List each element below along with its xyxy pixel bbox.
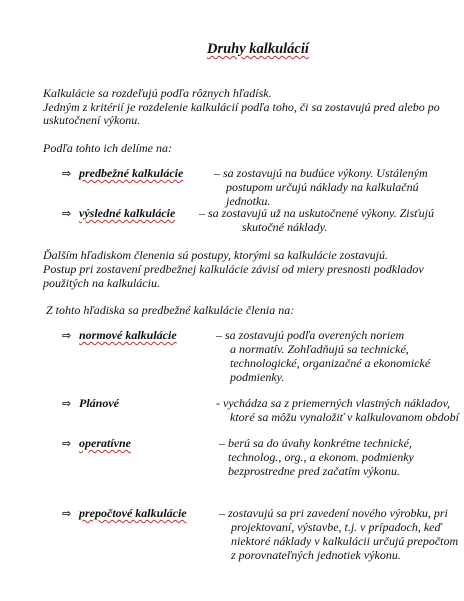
subtype-desc: – zostavujú sa pri zavedení nového výrobku, pri: [219, 506, 448, 520]
subtype-desc-cont: technolog., org., a ekonom. podmienky: [228, 450, 414, 464]
subtype-desc-cont: niektoré náklady v kalkulácii určujú prepočtom: [231, 534, 459, 548]
page-title: Druhy kalkulácií: [207, 41, 309, 57]
subtype-name: Plánové: [79, 396, 119, 410]
type-desc-cont: jednotku.: [226, 194, 271, 208]
arrow-right-icon: ⇨: [62, 167, 72, 180]
arrow-right-icon: ⇨: [62, 507, 72, 520]
subtype-desc: – sa zostavujú podľa overených noriem: [216, 328, 405, 342]
subtype-desc-cont: bezprostredne pred začatím výkonu.: [228, 464, 400, 478]
intro-line-3: uskutočnení výkonu.: [43, 113, 141, 127]
subtype-name: normové kalkulácie: [79, 328, 177, 342]
subtype-desc-cont: technologické, organizačné a ekonomické: [230, 356, 431, 370]
arrow-right-icon: ⇨: [62, 397, 72, 410]
subtype-desc-cont: z porovnateľných jednotiek výkonu.: [231, 548, 401, 562]
type-desc-cont: postupom určujú náklady na kalkulačnú: [226, 180, 419, 194]
type-desc: – sa zostavujú už na uskutočnené výkony. Zisťujú: [199, 206, 435, 220]
divide-heading: Podľa tohto ich delíme na:: [43, 141, 173, 155]
subtypes-heading: Z tohto hľadiska sa predbežné kalkulácie členia na:: [46, 303, 295, 317]
type-name: výsledné kalkulácie: [79, 206, 176, 220]
subtype-desc-cont: projektovaní, výstavbe, t.j. v prípadoch, keď: [231, 520, 442, 534]
intro-line-2: Jedným z kritérií je rozdelenie kalkulácií podľa toho, či sa zostavujú pred alebo po: [43, 100, 440, 114]
type-desc-cont: skutočné náklady.: [242, 220, 328, 234]
paragraph-line-1: Ďalším hľadiskom členenia sú postupy, ktorými sa kalkulácie zostavujú.: [43, 248, 388, 262]
paragraph-line-3: použitých na kalkuláciu.: [43, 276, 160, 290]
subtype-desc-cont: ktoré sa môžu vynaložiť v kalkulovanom období: [230, 410, 459, 424]
type-desc: – sa zostavujú na budúce výkony. Ustáleným: [214, 166, 428, 180]
arrow-right-icon: ⇨: [62, 207, 72, 220]
subtype-desc: - vychádza sa z priemerných vlastných nákladov,: [216, 396, 451, 410]
subtype-name: prepočtové kalkulácie: [79, 506, 187, 520]
subtype-desc-cont: podmienky.: [230, 370, 285, 384]
subtype-desc-cont: a normatív. Zohľadňujú sa technické,: [230, 342, 409, 356]
subtype-name: operatívne: [79, 436, 131, 450]
arrow-right-icon: ⇨: [62, 437, 72, 450]
arrow-right-icon: ⇨: [62, 329, 72, 342]
intro-line-1: Kalkulácie sa rozdeľujú podľa rôznych hľadísk.: [43, 86, 272, 100]
paragraph-line-2: Postup pri zostavení predbežnej kalkulácie závisí od miery presnosti podkladov: [43, 262, 424, 276]
subtype-desc: – berú sa do úvahy konkrétne technické,: [219, 436, 412, 450]
type-name: predbežné kalkulácie: [79, 166, 184, 180]
